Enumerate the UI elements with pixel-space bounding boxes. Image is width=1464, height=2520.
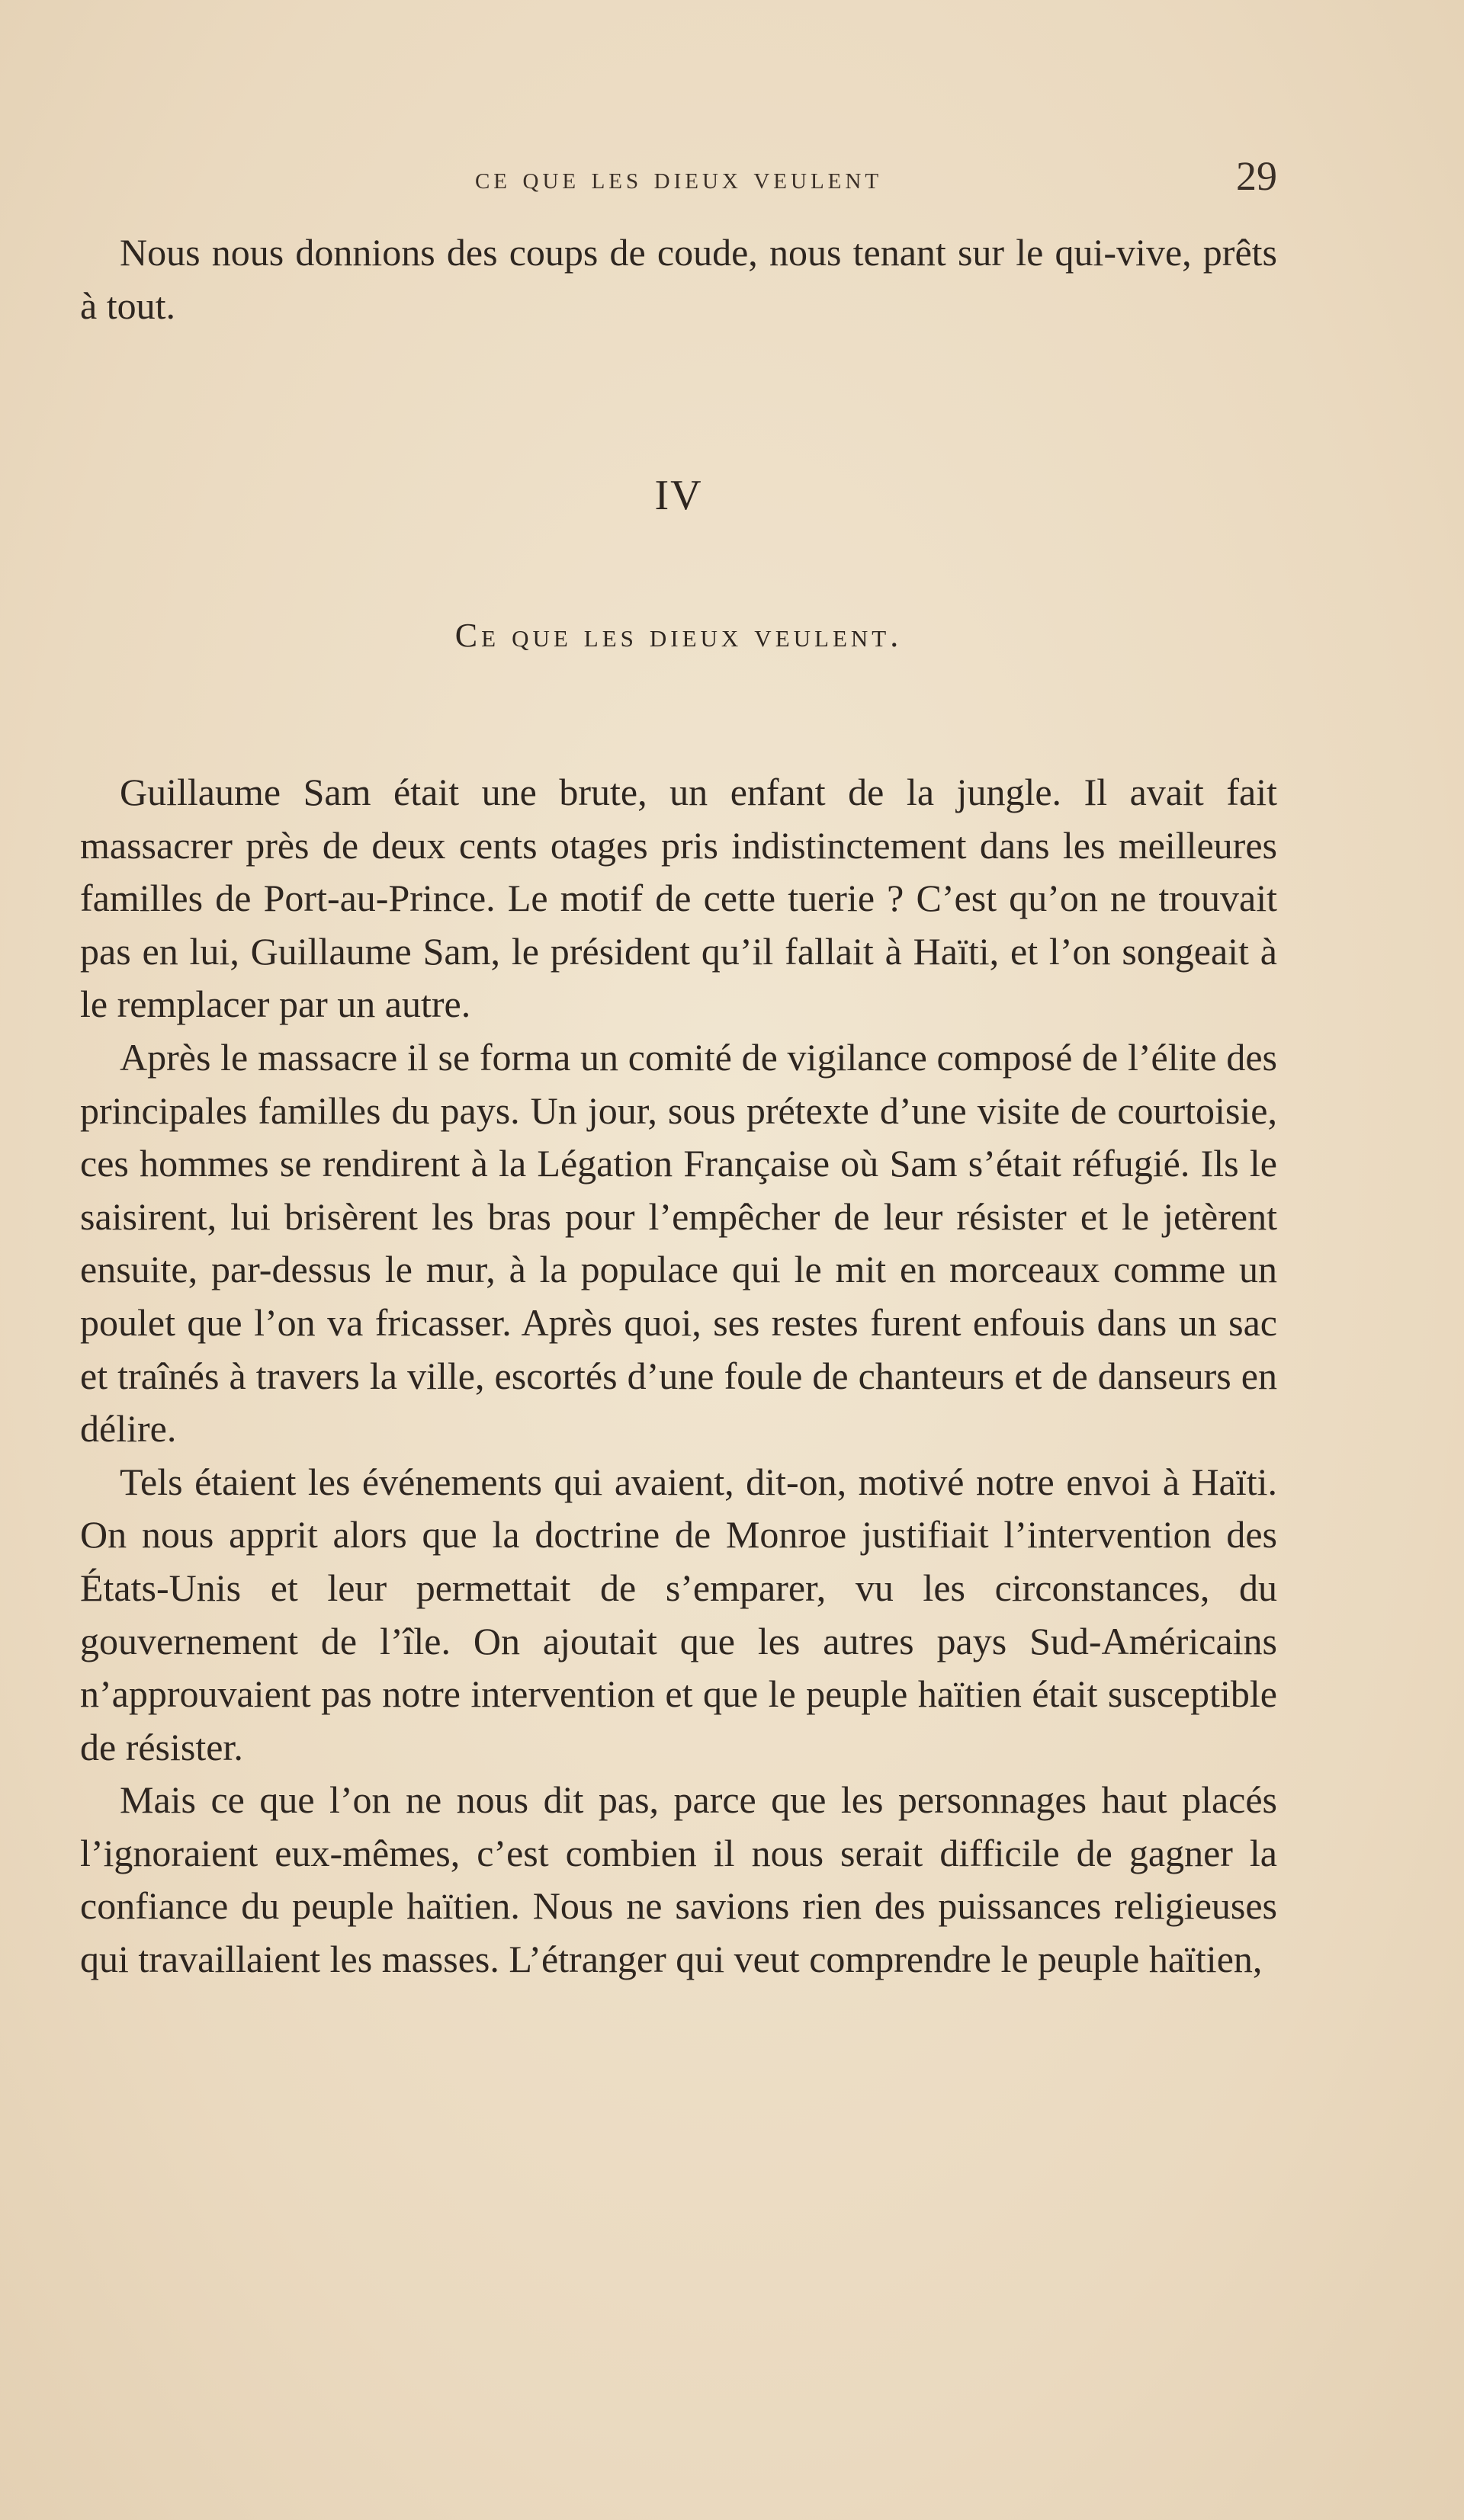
chapter-number: IV bbox=[654, 472, 703, 519]
chapter-body bbox=[80, 766, 1277, 1986]
page-number: 29 bbox=[1236, 153, 1277, 199]
paragraph: Nous nous donnions des coups de coude, nous tenant sur le qui-vive, prêts à tout. bbox=[80, 231, 1277, 327]
paragraph: Guillaume Sam était une brute, un enfant de la jungle. Il avait fait massacrer près de deux cents otages pris indistinctement dans les meilleures familles de Port-au-Prince. Le motif de cette tuerie ? C’est qu’on ne trouvait pas en lui, Guillaume Sam, le président qu’il fallait à Haïti, et l’on songeait à le remplacer par un autre. bbox=[80, 771, 1277, 1026]
paragraph: Tels étaient les événements qui avaient, dit-on, motivé notre envoi à Haïti. On nous apprit alors que la doctrine de Monroe justifiait l’intervention des États-Unis et leur permettait de s’emparer, vu les circonstances, du gouvernement de l’île. On ajoutait que les autres pays Sud-Américains n’approuvaient pas notre intervention et que le peuple haïtien était susceptible de résister. bbox=[80, 1460, 1277, 1768]
running-head bbox=[80, 152, 1277, 206]
chapter-title: Ce que les dieux veulent. bbox=[454, 617, 903, 654]
intro-text bbox=[80, 226, 1277, 332]
paragraph: Après le massacre il se forma un comité de vigilance composé de l’élite des principales familles du pays. Un jour, sous prétexte d’une visite de courtoisie, ces hommes se rendirent à la Légation Française où Sam s’était réfugié. Ils le saisirent, lui brisèrent les bras pour l’empêcher de leur résister et le jetèrent ensuite, par-dessus le mur, à la populace qui le mit en morceaux comme un poulet que l’on va fricasser. Après quoi, ses restes furent enfouis dans un sac et traînés à travers la ville, escortés d’une foule de chanteurs et de danseurs en délire. bbox=[80, 1035, 1277, 1451]
running-title: ce que les dieux veulent bbox=[474, 161, 883, 196]
paragraph: Mais ce que l’on ne nous dit pas, parce que les personnages haut placés l’ignoraient eux-mêmes, c’est combien il nous serait difficile de gagner la confiance du peuple haïtien. Nous ne savions rien des puissances religieuses qui travaillaient les masses. L’étranger qui veut comprendre le peuple haïtien, bbox=[80, 1778, 1277, 1981]
